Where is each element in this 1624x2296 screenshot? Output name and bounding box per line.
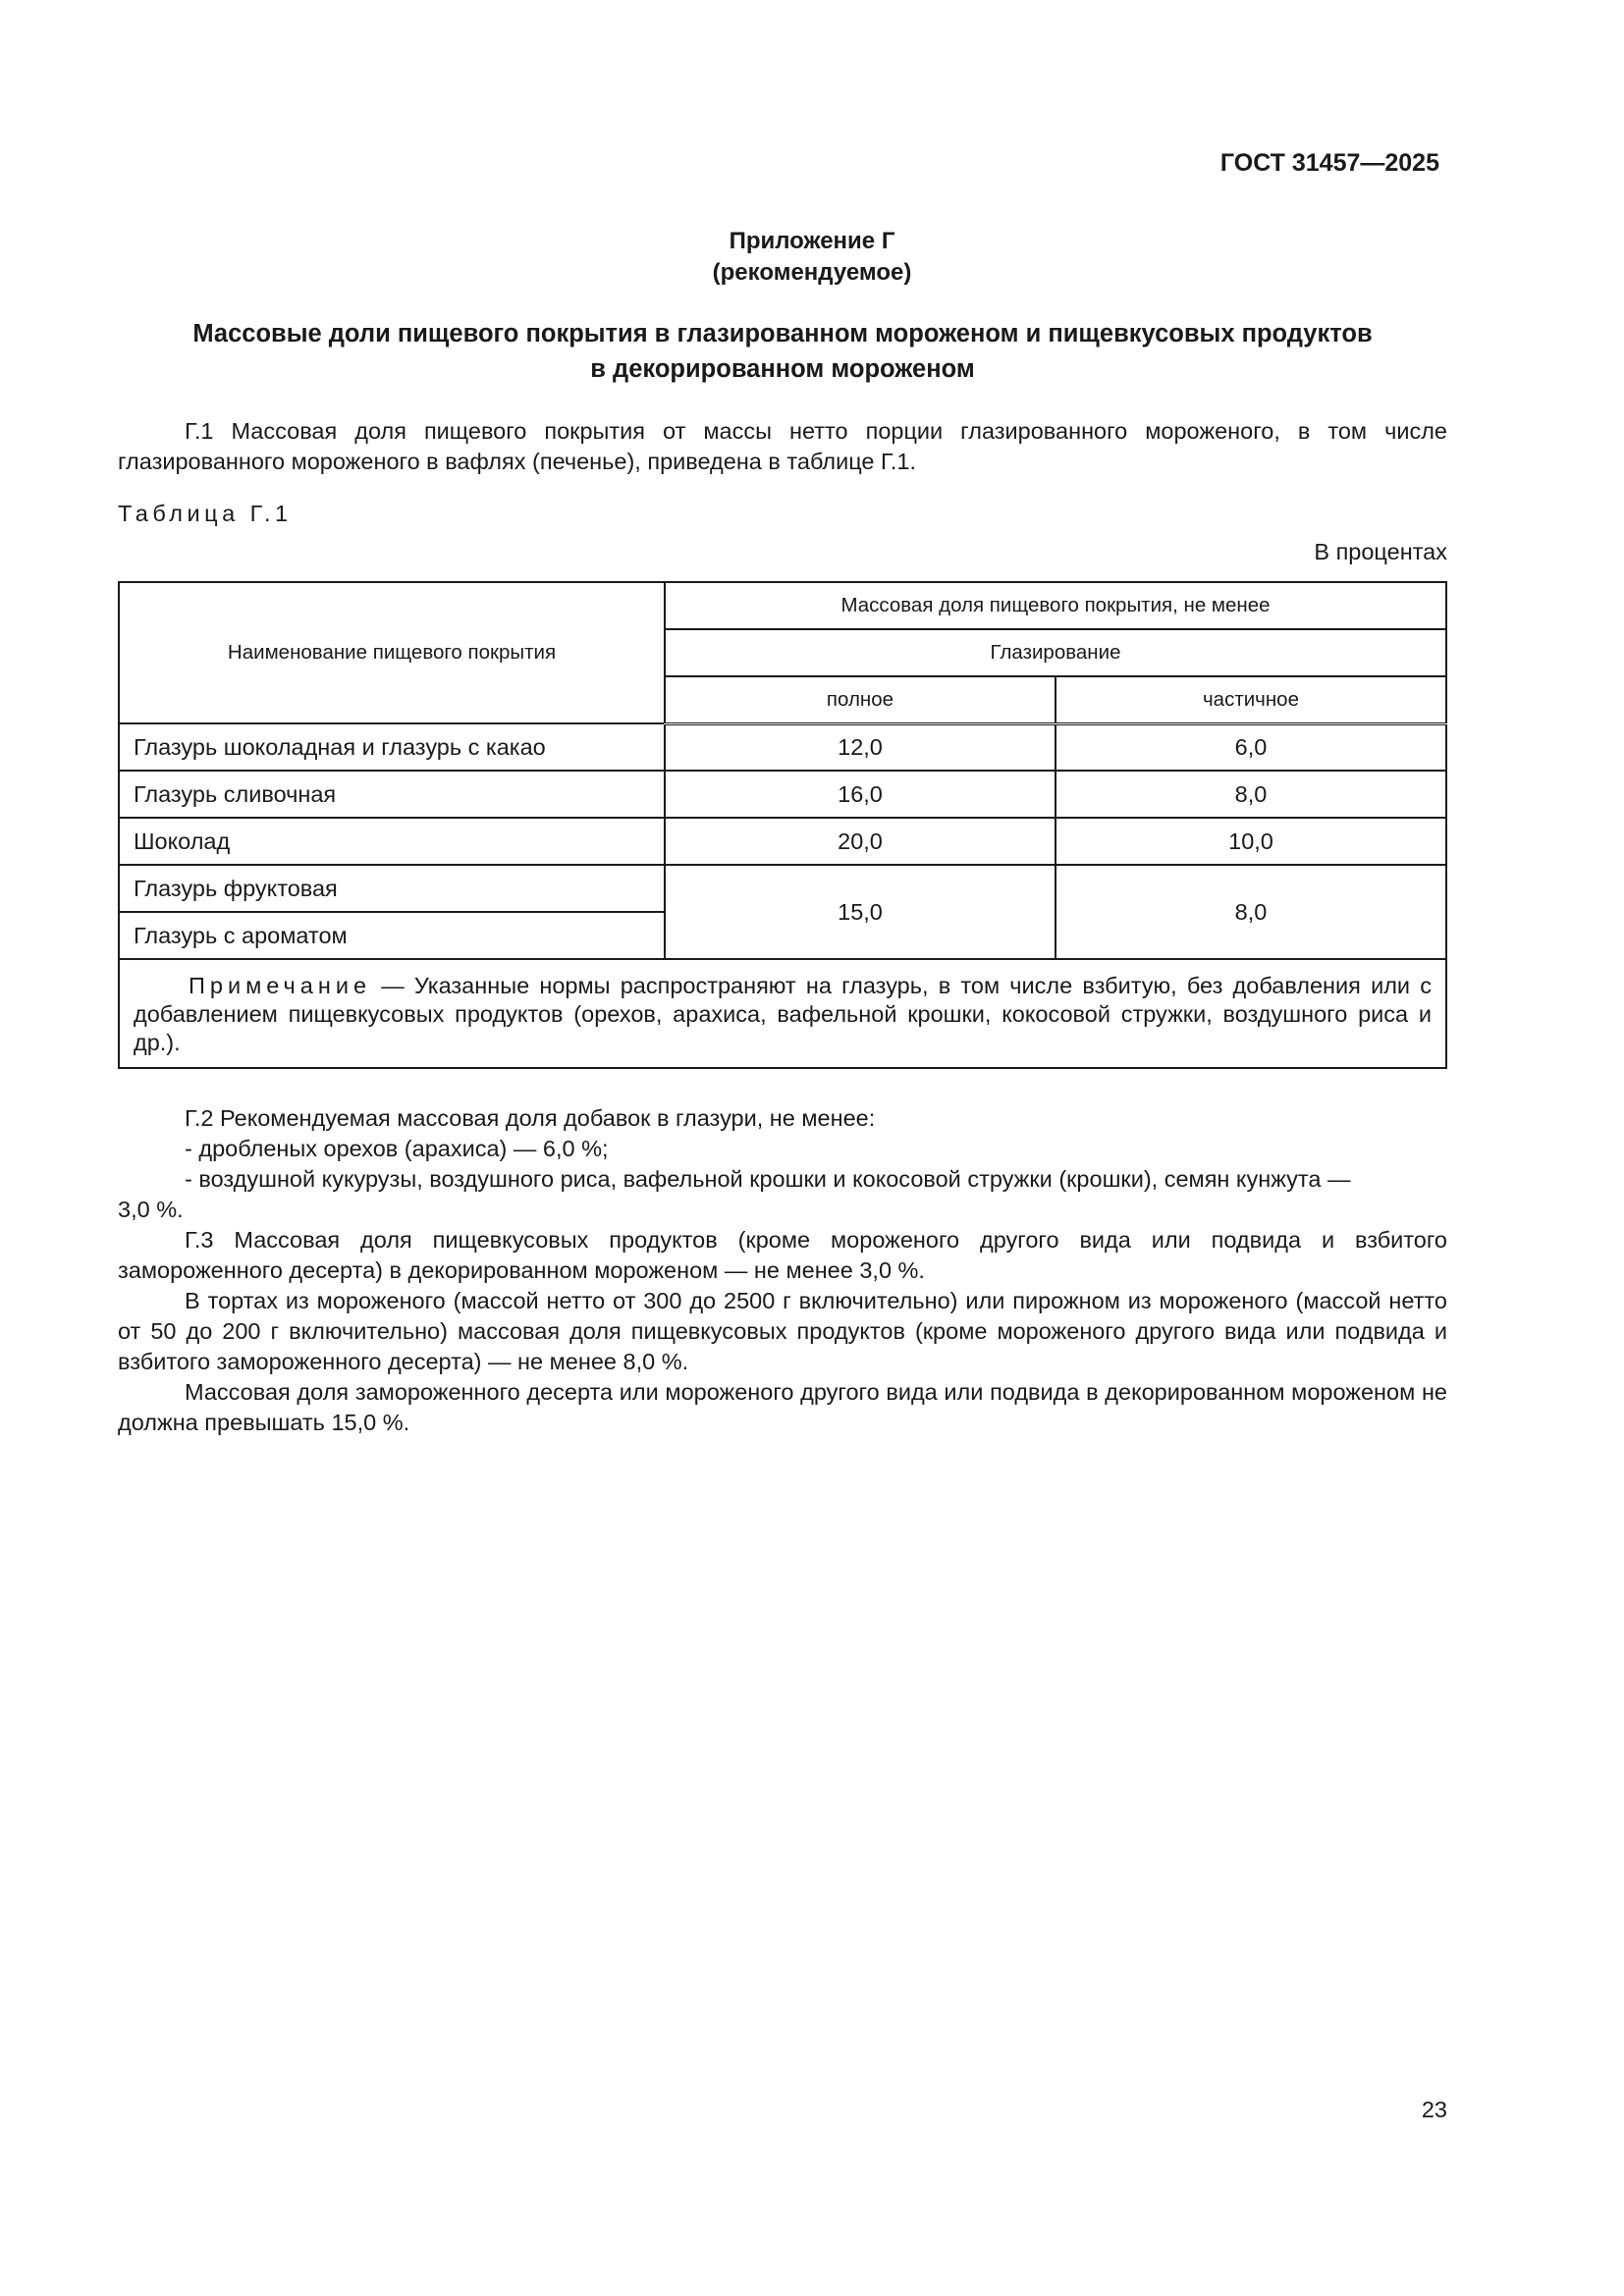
table-caption: Таблица Г.1 [118, 501, 293, 526]
table-note-row [119, 959, 1446, 1068]
section-title [118, 316, 1447, 387]
table-header-row [119, 582, 1446, 629]
row-name: Глазурь шоколадная и глазурь с какао [119, 723, 665, 771]
section2-block [118, 1103, 1447, 1438]
paragraph-g2: Г.2 Рекомендуемая массовая доля добавок в глазури, не менее: [185, 1105, 876, 1131]
list-item-continuation: 3,0 %. [118, 1197, 184, 1222]
row-name: Шоколад [119, 818, 665, 865]
paragraph-g1: Г.1 Массовая доля пищевого покрытия от массы нетто порции глазированного мороженого, в том числе глазированного мороженого в вафлях (печенье), приведена в таблице Г.1. [118, 418, 1447, 474]
intro-block [118, 416, 1447, 477]
annex-heading [0, 226, 1624, 289]
row-full: 16,0 [665, 771, 1056, 818]
table-note [119, 959, 1446, 1068]
row-partial: 10,0 [1056, 818, 1446, 865]
list-item: - дробленых орехов (арахиса) — 6,0 %; [185, 1136, 609, 1161]
header-subgroup: Глазирование [665, 629, 1446, 676]
row-name: Глазурь сливочная [119, 771, 665, 818]
paragraph-dessert: Массовая доля замороженного десерта или мороженого другого вида или подвида в декорированном мороженом не должна превышать 15,0 %. [118, 1379, 1447, 1435]
header-full: полное [665, 676, 1056, 723]
list-item: - воздушной кукурузы, воздушного риса, вафельной крошки и кокосовой стружки (крошки), семян кунжута — [185, 1166, 1351, 1192]
standard-code: ГОСТ 31457—2025 [1219, 149, 1439, 177]
row-full: 20,0 [665, 818, 1056, 865]
row-name: Глазурь с ароматом [119, 912, 665, 959]
merged-full: 15,0 [665, 865, 1056, 959]
header-partial: частичное [1056, 676, 1446, 723]
paragraph-cakes: В тортах из мороженого (массой нетто от 300 до 2500 г включительно) или пирожном из мороженого (массой нетто от 50 до 200 г включительно) массовая доля пищевкусовых продуктов (кроме мороженого другого вида или подвида и взбитого замороженного десерта) — не менее 8,0 %. [118, 1288, 1447, 1374]
note-text: — Указанные нормы распространяют на глазурь, в том числе взбитую, без добавления или с добавлением пищевкусовых продуктов (орехов, арахиса, вафельной крошки, кокосовой стружки, воздушного риса и др.). [134, 973, 1432, 1055]
table-row [119, 818, 1446, 865]
coating-table [118, 581, 1447, 1069]
table-row [119, 771, 1446, 818]
row-partial: 8,0 [1056, 771, 1446, 818]
annex-title: Приложение Г [729, 228, 895, 254]
section-title-line-1: Массовые доли пищевого покрытия в глазированном мороженом и пищевкусовых продуктов [192, 320, 1373, 347]
header-name-column: Наименование пищевого покрытия [119, 582, 665, 723]
table-row [119, 723, 1446, 771]
header-group: Массовая доля пищевого покрытия, не менее [665, 582, 1446, 629]
section-title-line-2: в декорированном мороженом [590, 355, 975, 383]
paragraph-g3: Г.3 Массовая доля пищевкусовых продуктов (кроме мороженого другого вида или подвида и взбитого замороженного десерта) в декорированном мороженом — не менее 3,0 %. [118, 1227, 1447, 1283]
table-units: В процентах [1314, 539, 1447, 564]
row-full: 12,0 [665, 723, 1056, 771]
row-partial: 6,0 [1056, 723, 1446, 771]
annex-status: (рекомендуемое) [712, 259, 912, 286]
page-number: 23 [1421, 2097, 1447, 2122]
note-label: Примечание [189, 973, 372, 998]
table-row [119, 865, 1446, 912]
row-name: Глазурь фруктовая [119, 865, 665, 912]
merged-partial: 8,0 [1056, 865, 1446, 959]
